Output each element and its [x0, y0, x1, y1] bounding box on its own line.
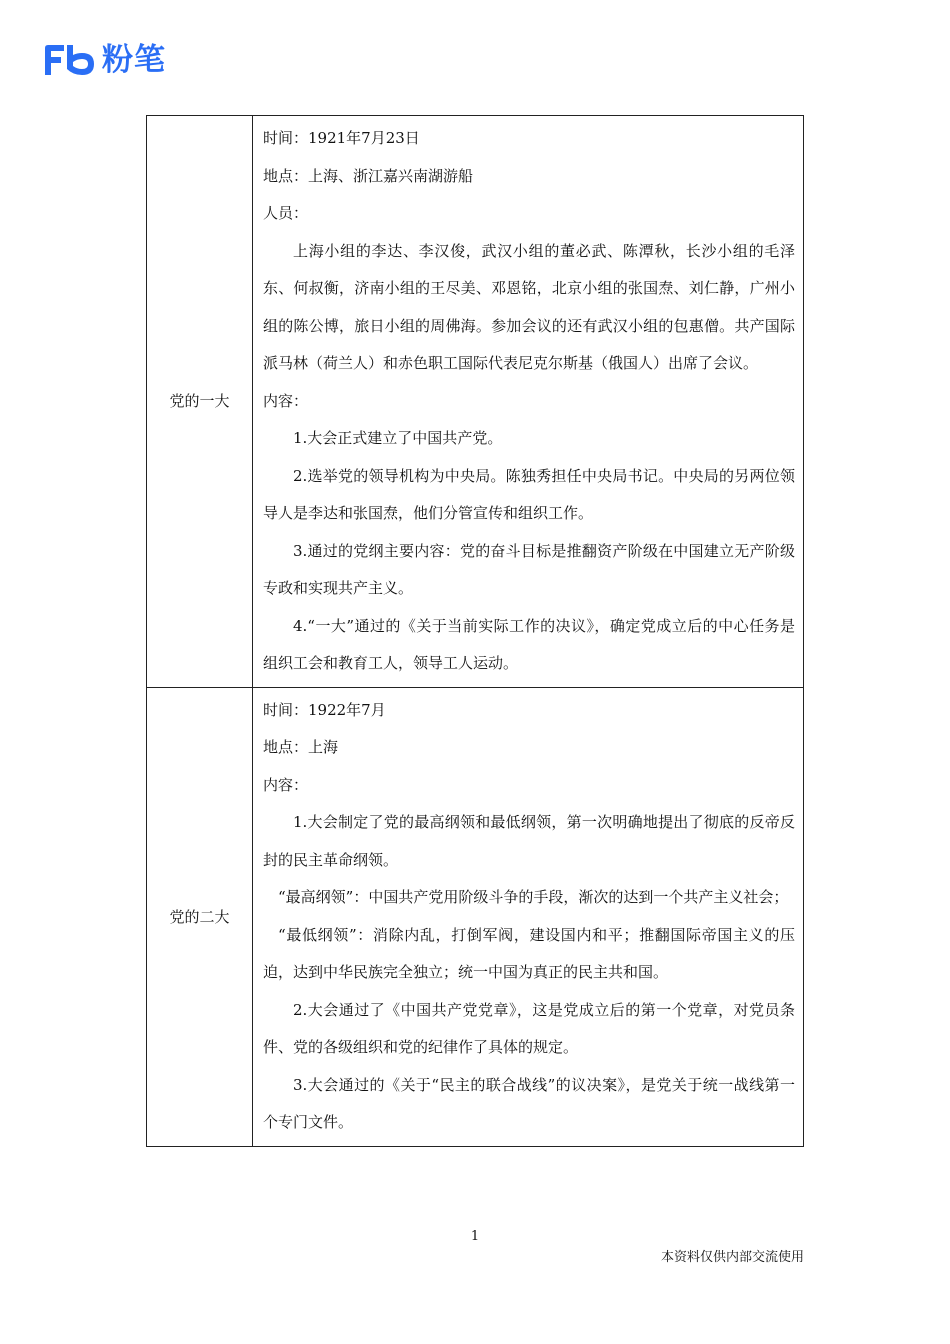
paragraph: 内容：: [263, 775, 309, 794]
paragraph: 1.大会正式建立了中国共产党。: [293, 429, 503, 447]
paragraph: 人员：: [263, 204, 309, 222]
row-content: [253, 687, 804, 1146]
brand-logo: [42, 40, 166, 80]
paragraph: “最低纲领”：消除内乱，打倒军阀，建设国内和平；推翻国际帝国主义的压迫，达到中华民族完全独立；统一中国为真正的民主共和国。: [263, 925, 795, 981]
table-row: [147, 687, 804, 1146]
table-row: [147, 116, 804, 688]
paragraph: 地点：上海: [263, 738, 339, 756]
paragraph: 内容：: [263, 391, 309, 410]
fb-logo-icon: [42, 42, 98, 78]
paragraph: 地点：上海、浙江嘉兴南湖游船: [263, 166, 474, 185]
footer-note: 本资料仅供内部交流使用: [660, 1250, 804, 1265]
row-label: 党的二大: [147, 687, 253, 1146]
paragraph: 时间：1921年7月23日: [263, 129, 420, 147]
paragraph: 时间：1922年7月: [263, 700, 386, 719]
page-number: 1: [470, 1229, 480, 1244]
paragraph: 2.大会通过了《中国共产党党章》，这是党成立后的第一个党章，对党员条件、党的各级组织和党的纪律作了具体的规定。: [263, 1000, 795, 1056]
row-label: 党的一大: [147, 116, 253, 688]
paragraph: 2.选举党的领导机构为中央局。陈独秀担任中央局书记。中央局的另两位领导人是李达和张国焘，他们分管宣传和组织工作。: [263, 466, 795, 522]
paragraph: “最高纲领”：中国共产党用阶级斗争的手段，渐次的达到一个共产主义社会；: [278, 888, 789, 906]
paragraph: 4.“一大”通过的《关于当前实际工作的决议》，确定党成立后的中心任务是组织工会和教育工人，领导工人运动。: [263, 616, 795, 672]
row-content: [253, 116, 804, 688]
paragraph: 3.大会通过的《关于“民主的联合战线”的议决案》，是党关于统一战线第一个专门文件。: [263, 1075, 795, 1131]
paragraph: 1.大会制定了党的最高纲领和最低纲领，第一次明确地提出了彻底的反帝反封的民主革命纲领。: [263, 813, 795, 869]
paragraph: 3.通过的党纲主要内容：党的奋斗目标是推翻资产阶级在中国建立无产阶级专政和实现共产主义。: [263, 541, 795, 597]
paragraph: 上海小组的李达、李汉俊，武汉小组的董必武、陈潭秋，长沙小组的毛泽东、何叔衡，济南小组的王尽美、邓恩铭，北京小组的张国焘、刘仁静，广州小组的陈公博，旅日小组的周佛海。参加会议的还有武汉小组的包惠僧。共产国际派马林（荷兰人）和赤色职工国际代表尼克尔斯基（俄国人）出席了会议。: [263, 241, 795, 372]
congress-table: [146, 115, 804, 1147]
logo-text: 粉笔: [102, 42, 166, 78]
